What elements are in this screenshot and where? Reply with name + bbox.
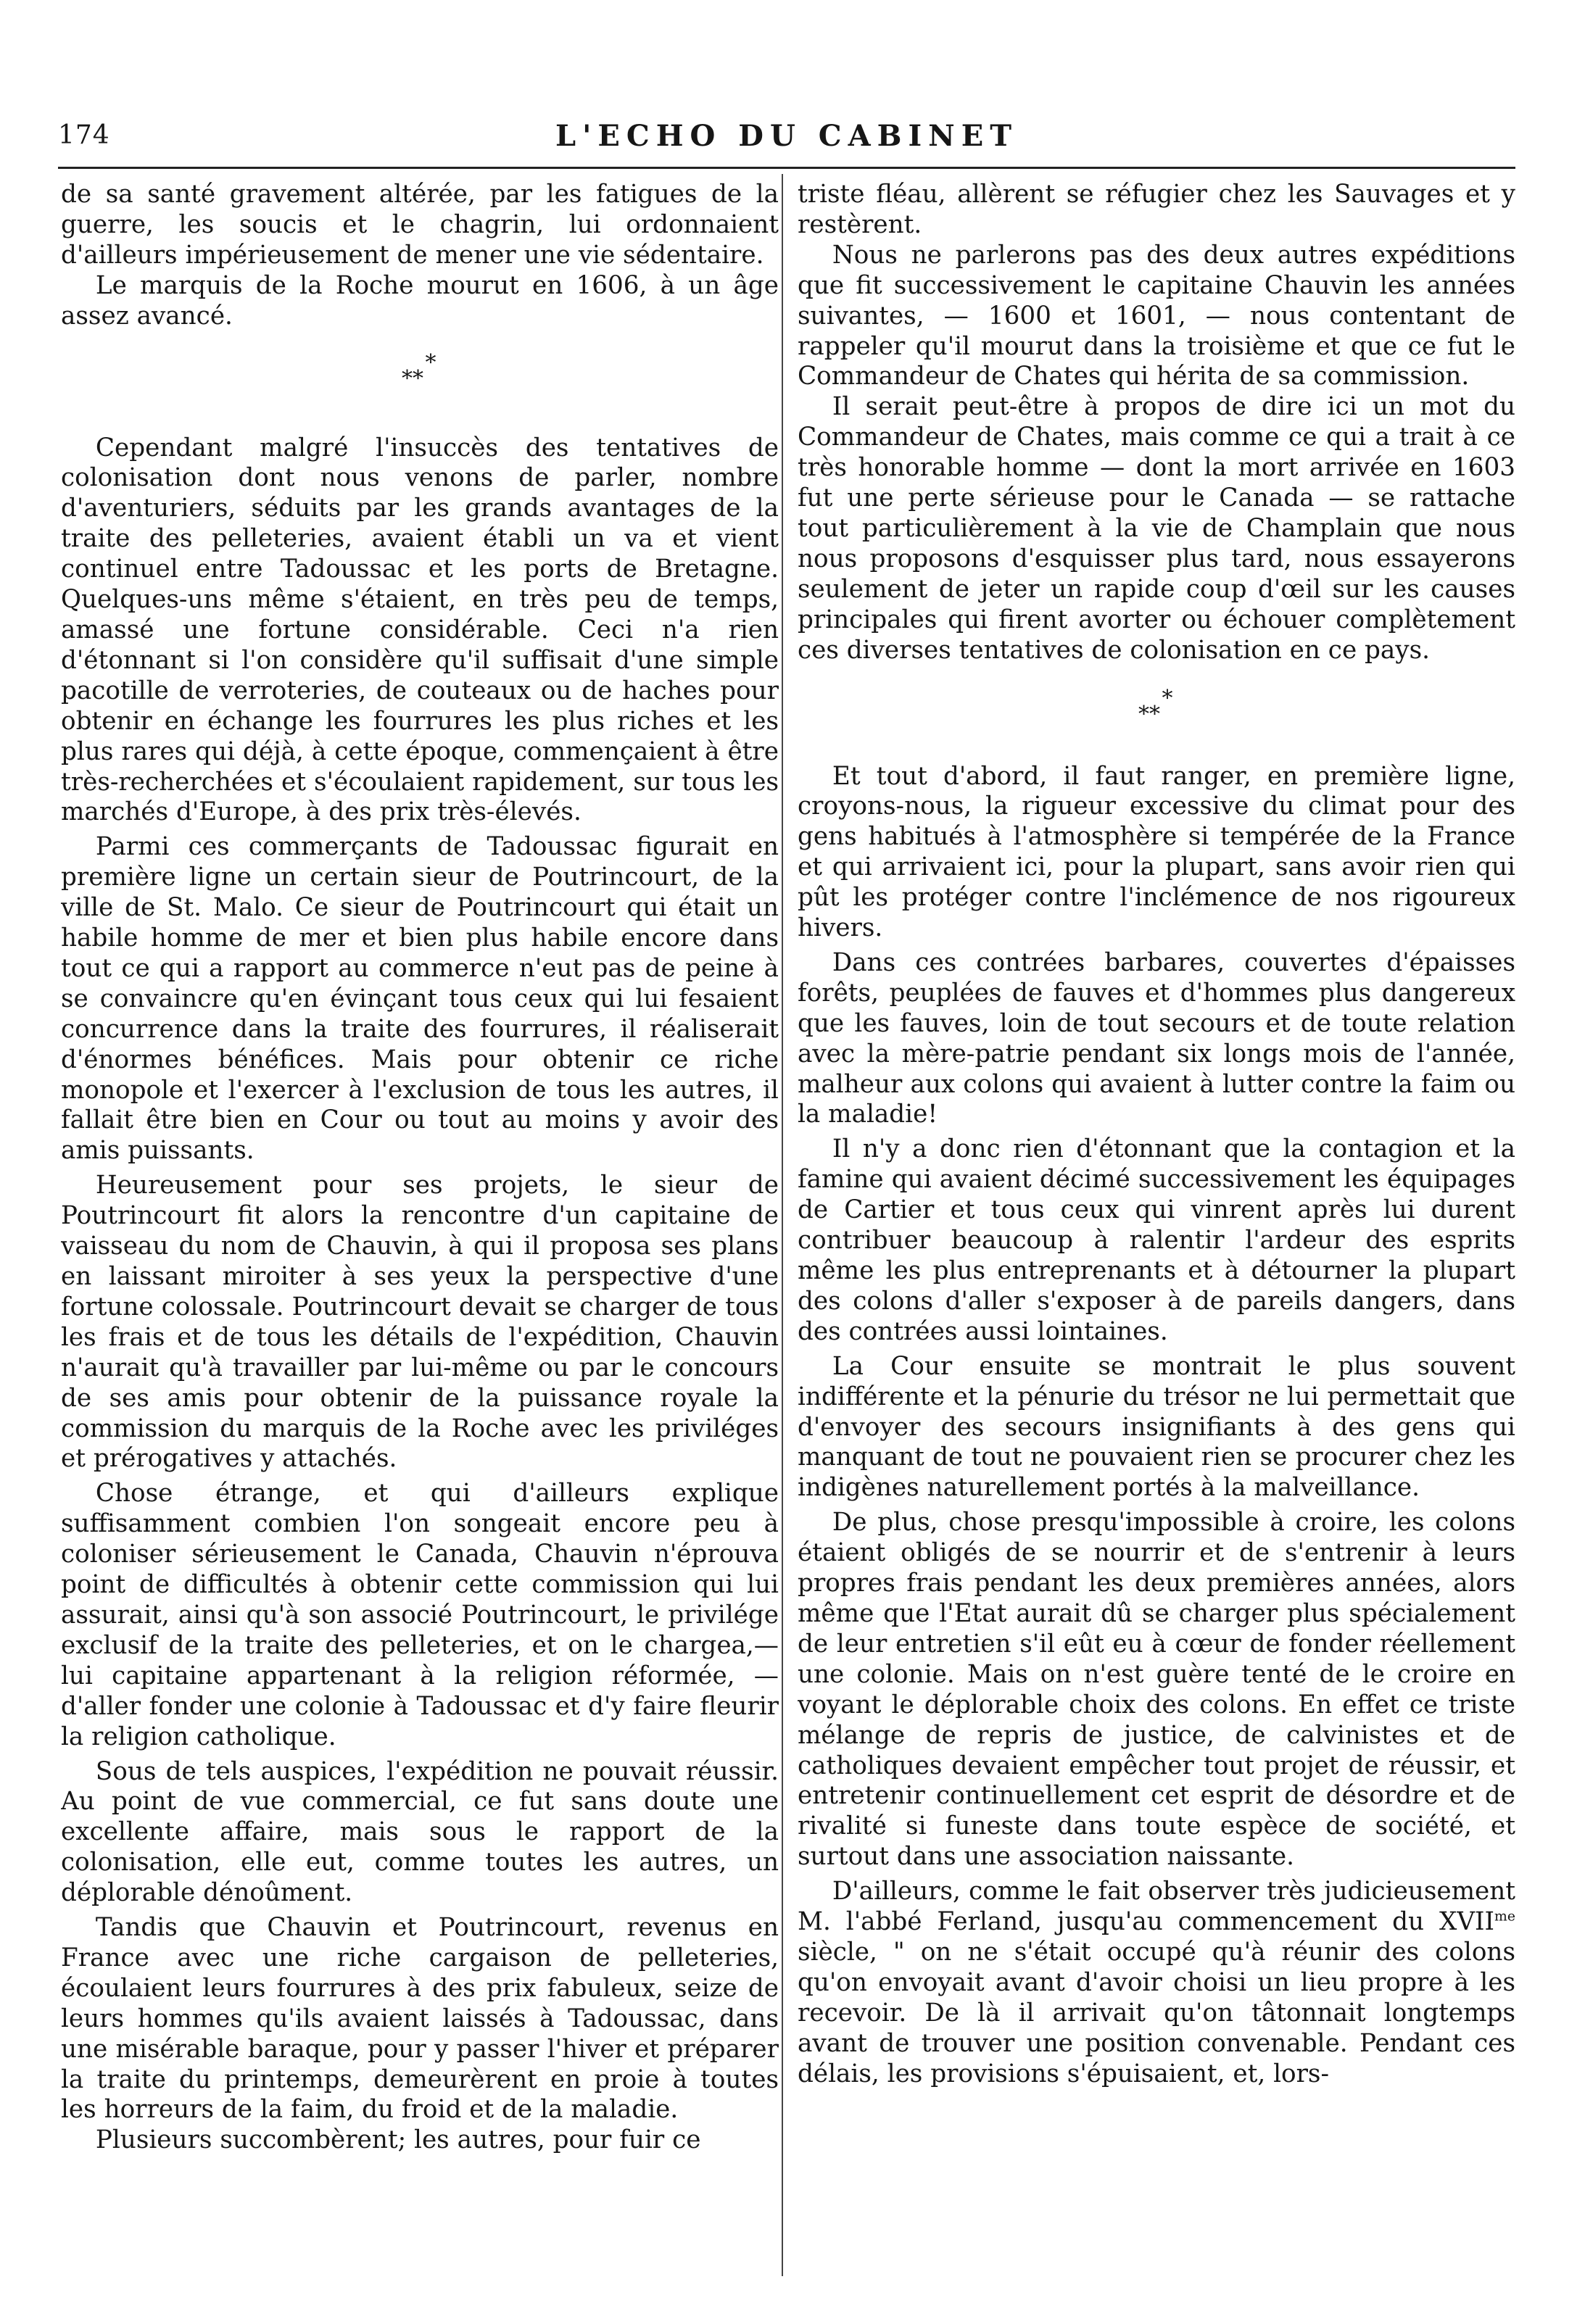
- column-divider: [782, 174, 783, 2276]
- paragraph: Heureusement pour ses projets, le sieur de Poutrincourt fit alors la rencontre d'un capitaine de vaisseau du nom de Chauvin, à qui il proposa ses plans en laissant miroiter à ses yeux la perspective d'une fortune colossale. Poutrincourt devait se charger de tous les frais et de tous les détails de l'expédition, Chauvin n'aurait qu'à travailler par lui-même ou par le concours de ses amis pour obtenir de la puissance royale la commission du marquis de la Roche avec les priviléges et prérogatives y attachés.: [61, 1171, 779, 1474]
- page-number: 174: [58, 120, 110, 150]
- paragraph: Parmi ces commerçants de Tadoussac figurait en première ligne un certain sieur de Poutrincourt, de la ville de St. Malo. Ce sieur de Poutrincourt qui était un habile homme de mer et bien plus habile encore dans tout ce qui a rapport au commerce n'eut pas de peine à se convaincre qu'en évinçant tous ceux qui lui fesaient concurrence dans la traite des fourrures, il réaliserait d'énormes bénéfices. Mais pour obtenir ce riche monopole et l'exercer à l'exclusion de tous les autres, il fallait être bien en Cour ou tout au moins y avoir des amis puissants.: [61, 832, 779, 1166]
- paragraph-text: siècle, " on ne s'était occupé qu'à réunir des colons qu'on envoyait avant d'avoir choisi un lieu propre à les recevoir. De là il arrivait qu'on tâtonnait longtemps avant de trouver une position convenable. Pendant ces délais, les provisions s'épuisaient, et, lors-: [798, 1937, 1515, 2088]
- paragraph-text: D'ailleurs, comme le fait observer très judicieusement M. l'abbé Ferland, jusqu'au commencement du XVII: [798, 1877, 1515, 1937]
- separator-stars: **: [1138, 701, 1160, 727]
- paragraph: Tandis que Chauvin et Poutrincourt, revenus en France avec une riche cargaison de pelleteries, écoulaient leurs fourrures à des prix fabuleux, seize de leurs hommes qu'ils avaient laissés à Tadoussac, dans une misérable baraque, pour y passer l'hiver et préparer la traite du printemps, demeurèrent en proie à toutes les horreurs de la faim, du froid et de la maladie.: [61, 1913, 779, 2125]
- ordinal-suffix: me: [1494, 1909, 1515, 1925]
- right-column: [798, 180, 1515, 2267]
- running-title: L'ECHO DU CABINET: [555, 119, 1018, 153]
- paragraph: Dans ces contrées barbares, couvertes d'épaisses forêts, peuplées de fauves et d'hommes plus dangereux que les fauves, loin de tout secours et de toute relation avec la mère-patrie pendant six longs mois de l'année, malheur aux colons qui avaient à lutter contre la faim ou la maladie!: [798, 947, 1515, 1129]
- paragraph: Chose étrange, et qui d'ailleurs explique suffisamment combien l'on songeait encore peu à coloniser sérieusement le Canada, Chauvin n'éprouva point de difficultés à obtenir cette commission qui lui assurait, ainsi qu'à son associé Poutrincourt, le privilége exclusif de la traite des pelleteries, et on le chargea,—lui capitaine appartenant à la religion réformée, — d'aller fonder une colonie à Tadoussac et d'y faire fleurir la religion catholique.: [61, 1479, 779, 1751]
- left-column: [61, 180, 779, 2267]
- paragraph: De plus, chose presqu'impossible à croire, les colons étaient obligés de se nourrir et de s'entrenir à leurs propres frais pendant les deux premières années, alors même que l'Etat aurait dû se charger plus spécialement de leur entretien s'il eût eu à cœur de fonder réellement une colonie. Mais on n'est guère tenté de le croire en voyant le déplorable choix des colons. En effet ce triste mélange de repris de justice, de calvinistes et de catholiques devaient empêcher tout projet de réussir, et entretenir continuellement cet esprit de désordre et de rivalité si funeste dans toute espèce de société, et surtout dans une association naissante.: [798, 1508, 1515, 1872]
- paragraph: Plusieurs succombèrent; les autres, pour fuir ce: [95, 2125, 701, 2155]
- paragraph: Nous ne parlerons pas des deux autres expéditions que fit successivement le capitaine Chauvin les années suivantes, — 1600 et 1601, — nous contentant de rappeler qu'il mourut dans la troisième et que ce fut le Commandeur de Chates qui hérita de sa commission.: [798, 240, 1515, 391]
- paragraph: [798, 1877, 1515, 2089]
- paragraph: Sous de tels auspices, l'expédition ne pouvait réussir. Au point de vue commercial, ce fut sans doute une excellente affaire, mais sous le rapport de la colonisation, elle eut, comme toutes les autres, un déplorable dénoûment.: [61, 1756, 779, 1908]
- paragraph: Le marquis de la Roche mourut en 1606, à un âge assez avancé.: [61, 270, 779, 331]
- paragraph: Il n'y a donc rien d'étonnant que la contagion et la famine qui avaient décimé successivement les équipages de Cartier et tous ceux qui vinrent après lui durent contribuer beaucoup à ralentir l'ardeur des esprits même les plus entreprenants et à détourner la plupart des colons d'aller s'exposer à de pareils dangers, dans des contrées aussi lointaines.: [798, 1134, 1515, 1346]
- paragraph: Et tout d'abord, il faut ranger, en première ligne, croyons-nous, la rigueur excessive du climat pour des gens habitués à l'atmosphère si tempérée de la France et qui arrivaient ici, pour la plupart, sans avoir rien qui pût les protéger contre l'inclémence de nos rigoureux hivers.: [798, 761, 1515, 943]
- separator-star: *: [425, 349, 436, 375]
- paragraph: triste fléau, allèrent se réfugier chez les Sauvages et y restèrent.: [798, 180, 1515, 239]
- paragraph: de sa santé gravement altérée, par les fatigues de la guerre, les soucis et le chagrin, lui ordonnaient d'ailleurs impérieusement de mener une vie sédentaire.: [61, 180, 779, 270]
- section-separator: [798, 666, 1515, 762]
- page-header: [58, 115, 1515, 158]
- header-rule: [58, 167, 1515, 169]
- paragraph: La Cour ensuite se montrait le plus souvent indifférente et la pénurie du trésor ne lui permettait que d'envoyer des secours insignifiants à des gens qui manquant de tout ne pouvaient rien se procurer chez les indigènes naturellement portés à la malveillance.: [798, 1351, 1515, 1503]
- section-separator: [61, 332, 779, 433]
- paragraph: Il serait peut-être à propos de dire ici un mot du Commandeur de Chates, mais comme ce qui a trait à ce très honorable homme — dont la mort arrivée en 1603 fut une perte sérieuse pour le Canada — se rattache tout particulièrement à la vie de Champlain que nous nous proposons d'esquisser plus tard, nous essayerons seulement de jeter un rapide coup d'œil sur les causes principales qui firent avorter ou échouer complètement ces diverses tentatives de colonisation en ce pays.: [798, 392, 1515, 665]
- separator-star: *: [1162, 685, 1173, 711]
- paragraph: Cependant malgré l'insuccès des tentatives de colonisation dont nous venons de parler, nombre d'aventuriers, séduits par les grands avantages de la traite des pelleteries, avaient établi un va et vient continuel entre Tadoussac et les ports de Bretagne. Quelques-uns même s'étaient, en très peu de temps, amassé une fortune considérable. Ceci n'a rien d'étonnant si l'on considère qu'il suffisait d'une simple pacotille de verroteries, de couteaux ou de haches pour obtenir en échange les fourrures les plus riches et les plus rares qui déjà, à cette époque, commençaient à être très-recherchées et s'écoulaient rapidement, sur tous les marchés d'Europe, à des prix très-élevés.: [61, 433, 779, 827]
- separator-stars: **: [402, 365, 423, 391]
